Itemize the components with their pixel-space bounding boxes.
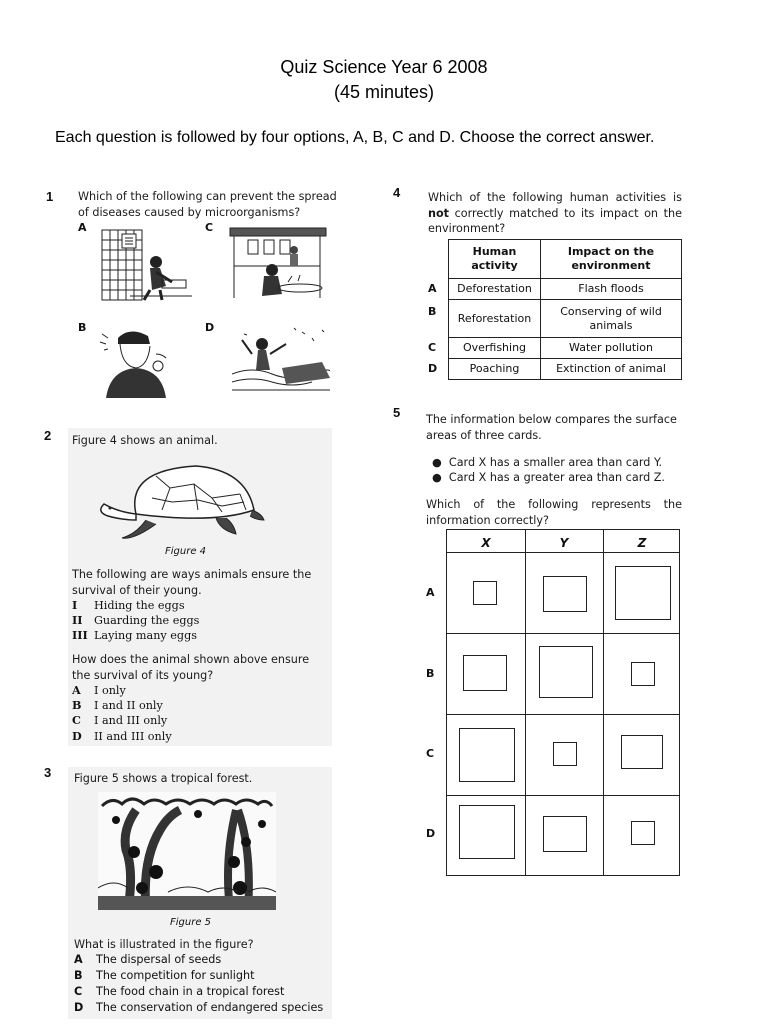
q3-option-a[interactable]: A The dispersal of seeds: [74, 953, 222, 966]
page-title: Quiz Science Year 6 2008: [280, 57, 488, 77]
q1-option-c-label: C: [205, 221, 214, 234]
q4-activity-a: Deforestation: [449, 279, 541, 300]
q5-card-grid: [446, 529, 680, 876]
question-5-intro: The information below compares the surface areas of three cards.: [426, 413, 677, 442]
q4-option-d[interactable]: D: [428, 362, 438, 375]
card-square: [621, 735, 663, 769]
q3-option-d[interactable]: D The conservation of endangered species: [74, 1001, 324, 1014]
q4-header-impact: Impact on the environment: [541, 240, 682, 279]
card-square: [459, 805, 515, 859]
tropical-forest-illustration: [98, 792, 276, 910]
question-2-number: 2: [44, 428, 52, 443]
q5-col-y: Y: [559, 536, 569, 550]
question-1-text: Which of the following can prevent the spread of diseases caused by microorganisms?: [78, 190, 337, 219]
q5-col-z: Z: [637, 536, 647, 550]
q2-item-i: I Hiding the eggs: [72, 598, 185, 612]
q2-option-c[interactable]: C I and III only: [72, 713, 168, 727]
q5-option-d[interactable]: D: [426, 827, 436, 840]
card-square: [463, 655, 507, 691]
q4-header-activity: Human activity: [449, 240, 541, 279]
card-square: [459, 728, 515, 782]
q4-option-b[interactable]: B: [428, 305, 437, 318]
q4-impact-a: Flash floods: [541, 279, 682, 300]
q4-impact-d: Extinction of animal: [541, 359, 682, 380]
question-3-text: What is illustrated in the figure?: [74, 938, 254, 951]
card-square: [473, 581, 497, 605]
q3-option-b[interactable]: B The competition for sunlight: [74, 969, 255, 982]
q4-option-a[interactable]: A: [428, 282, 437, 295]
bullet-icon: ●: [432, 471, 442, 484]
card-square: [543, 576, 587, 612]
instructions: Each question is followed by four options, A, B, C and D. Choose the correct answer.: [55, 129, 655, 146]
sea-turtle-illustration: [96, 454, 266, 540]
q2-item-ii: II Guarding the eggs: [72, 613, 200, 627]
question-4-text: Which of the following human activities is not correctly matched to its impact on the environment?: [428, 191, 682, 235]
q2-option-d[interactable]: D II and III only: [72, 729, 172, 743]
question-3-intro: Figure 5 shows a tropical forest.: [74, 772, 253, 785]
q5-bullet-1: ● Card X has a smaller area than card Y.: [432, 456, 663, 469]
q3-option-c[interactable]: C The food chain in a tropical forest: [74, 985, 285, 998]
q1-option-a-label: A: [78, 221, 87, 234]
hand-washing-illustration: [100, 228, 192, 302]
food-stall-illustration: [228, 226, 328, 300]
bullet-icon: ●: [432, 456, 442, 469]
emphasis-not: not: [428, 206, 449, 220]
q4-option-c[interactable]: C: [428, 341, 437, 354]
q4-activity-d: Poaching: [449, 359, 541, 380]
question-2-intro: Figure 4 shows an animal.: [72, 434, 218, 447]
card-square: [631, 821, 655, 845]
quiz-duration: (45 minutes): [333, 82, 435, 102]
card-square: [631, 662, 655, 686]
question-5-number: 5: [393, 405, 401, 420]
card-square: [553, 742, 577, 766]
coughing-boy-illustration: [96, 324, 176, 398]
q1-option-b-label: B: [78, 321, 87, 334]
figure-5-caption: Figure 5: [170, 917, 212, 928]
q2-option-b[interactable]: B I and II only: [72, 698, 163, 712]
q2-option-a[interactable]: A I only: [72, 683, 126, 697]
card-square: [615, 566, 671, 620]
question-1-number: 1: [46, 189, 54, 204]
question-4-number: 4: [393, 185, 401, 200]
question-2-text: How does the animal shown above ensure the survival of its young?: [72, 653, 310, 682]
q1-option-d-label: D: [205, 321, 215, 334]
question-2-stem: The following are ways animals ensure the survival of their young.: [72, 568, 312, 597]
question-5-text: Which of the following represents the information correctly?: [426, 498, 682, 527]
q4-impact-b: Conserving of wild animals: [541, 300, 682, 338]
figure-4-caption: Figure 4: [165, 546, 207, 557]
q4-impact-c: Water pollution: [541, 338, 682, 359]
card-square: [543, 816, 587, 852]
q4-activity-table: [448, 239, 682, 380]
q5-col-x: X: [481, 536, 491, 550]
q5-option-a[interactable]: A: [426, 586, 435, 599]
q5-option-c[interactable]: C: [426, 747, 435, 760]
q4-activity-b: Reforestation: [449, 300, 541, 338]
q5-bullet-2: ● Card X has a greater area than card Z.: [432, 471, 665, 484]
question-3-number: 3: [44, 765, 52, 780]
q5-option-b[interactable]: B: [426, 667, 435, 680]
river-littering-illustration: [232, 324, 330, 396]
q2-item-iii: III Laying many eggs: [72, 628, 197, 642]
q4-activity-c: Overfishing: [449, 338, 541, 359]
card-square: [539, 646, 593, 698]
